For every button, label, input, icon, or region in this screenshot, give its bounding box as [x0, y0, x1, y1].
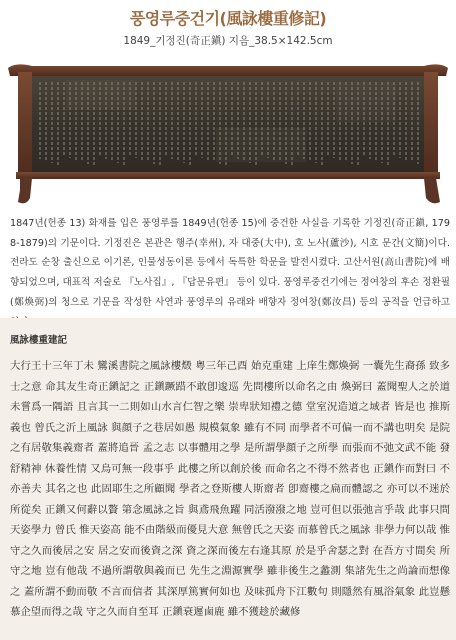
- description-paragraph: 1847년(헌종 13) 화재를 입은 풍영루를 1849년(헌종 15)에 중건한 사실을 기록한 기정진(奇正鎭, 1798-1879)의 기문이다. 기정진은 본관은 행주(幸州), 자 대중(大中), 호 노사(蘆沙), 시호 문간(文簡)이다. 전라도 순창 출신으로 이기론, 인물성동이론 등에서 독특한 학문을 발전시켰다. 고산서원(高山書院)에 배향되었으며, 대표적 저술로 『노사집』, 『답문유편』 등이 있다. 풍영루중건기에는 정여창의 후손 정환필(鄭煥弼)의 청으로 기문을 작성한 사연과 풍영루의 유래와 배향자 정여창(鄭汝昌) 등의 공적을 언급하고: [10, 218, 450, 308]
- wooden-plaque-illustration: [6, 58, 450, 208]
- artifact-caption: 1849_기정진(奇正鎭) 지음_38.5×142.5cm: [123, 35, 333, 47]
- page-title: 풍영루중건기(風詠樓重修記): [129, 9, 327, 28]
- original-text-heading: 風詠樓重建記: [10, 335, 68, 346]
- original-text-body: 大行王十三年丁未 鸞溪書院之風詠樓燬 粤三年己酉 始克重建 上庠生鄭煥弼 一囊先生裔孫 致多士之意 命其友生奇正鎭記之 正鎭蹶踖不敢卽逡巡 先問樓所以命名之由 煥弼曰 蓋聞聖人之於道 未嘗爲一隅語 且言其一二則如山水言仁智之樂 崇卑狀知禮之德 堂室況造道之域者 皆是也 推斯義也 曾氏之沂上風詠 與顔子之巷居如愚 規模氣象 雖有不同 而學者不可偏一而不講也明矣 是院之有居敬集義齋者 蓋將追晉 孟之志 以事體用之學 是所謂學顔子之所學 而張而不弛文武不能 發舒精神 休養性情 又烏可無一段事乎 此樓之所以創於後 而命名之不得不然者也 正鎭作而對曰 不亦善夫 其名之也 此固耶生之所顧聞 學者之登斯樓人斯齋者 卽齋樓之扁而體認之 亦可以不迷於所從矣 正鎭又何辭以贅 第念風詠之旨 與鳶飛魚躍 同活潑潑之地 豈可但以張弛言乎哉 此事只問天姿學力 曾氏 惟天姿高 能不由階級而優見大意 無曾氏之天姿 而慕曾氏之風詠 非學力何以哉 惟守之久而後居之安 居之安而後資之深 資之深而後左右逢其原 於是乎舍瑟之對 在吾方寸間矣 所守之地 豈有他哉 不過所謂敬與義而已 先生之淵源實學 雖非後生之蠡測 集諸先生之尚論而想像之 蓋所謂不動而敬 不言而信者 其深厚篤實何如也 及味孤舟下江數句 則隱然有風浴氣象 此豈懸慕企望而得之哉 守之久而自至耳 正鎭衰遲鹵鹿 雖不獲趁於藏修: [10, 360, 450, 618]
